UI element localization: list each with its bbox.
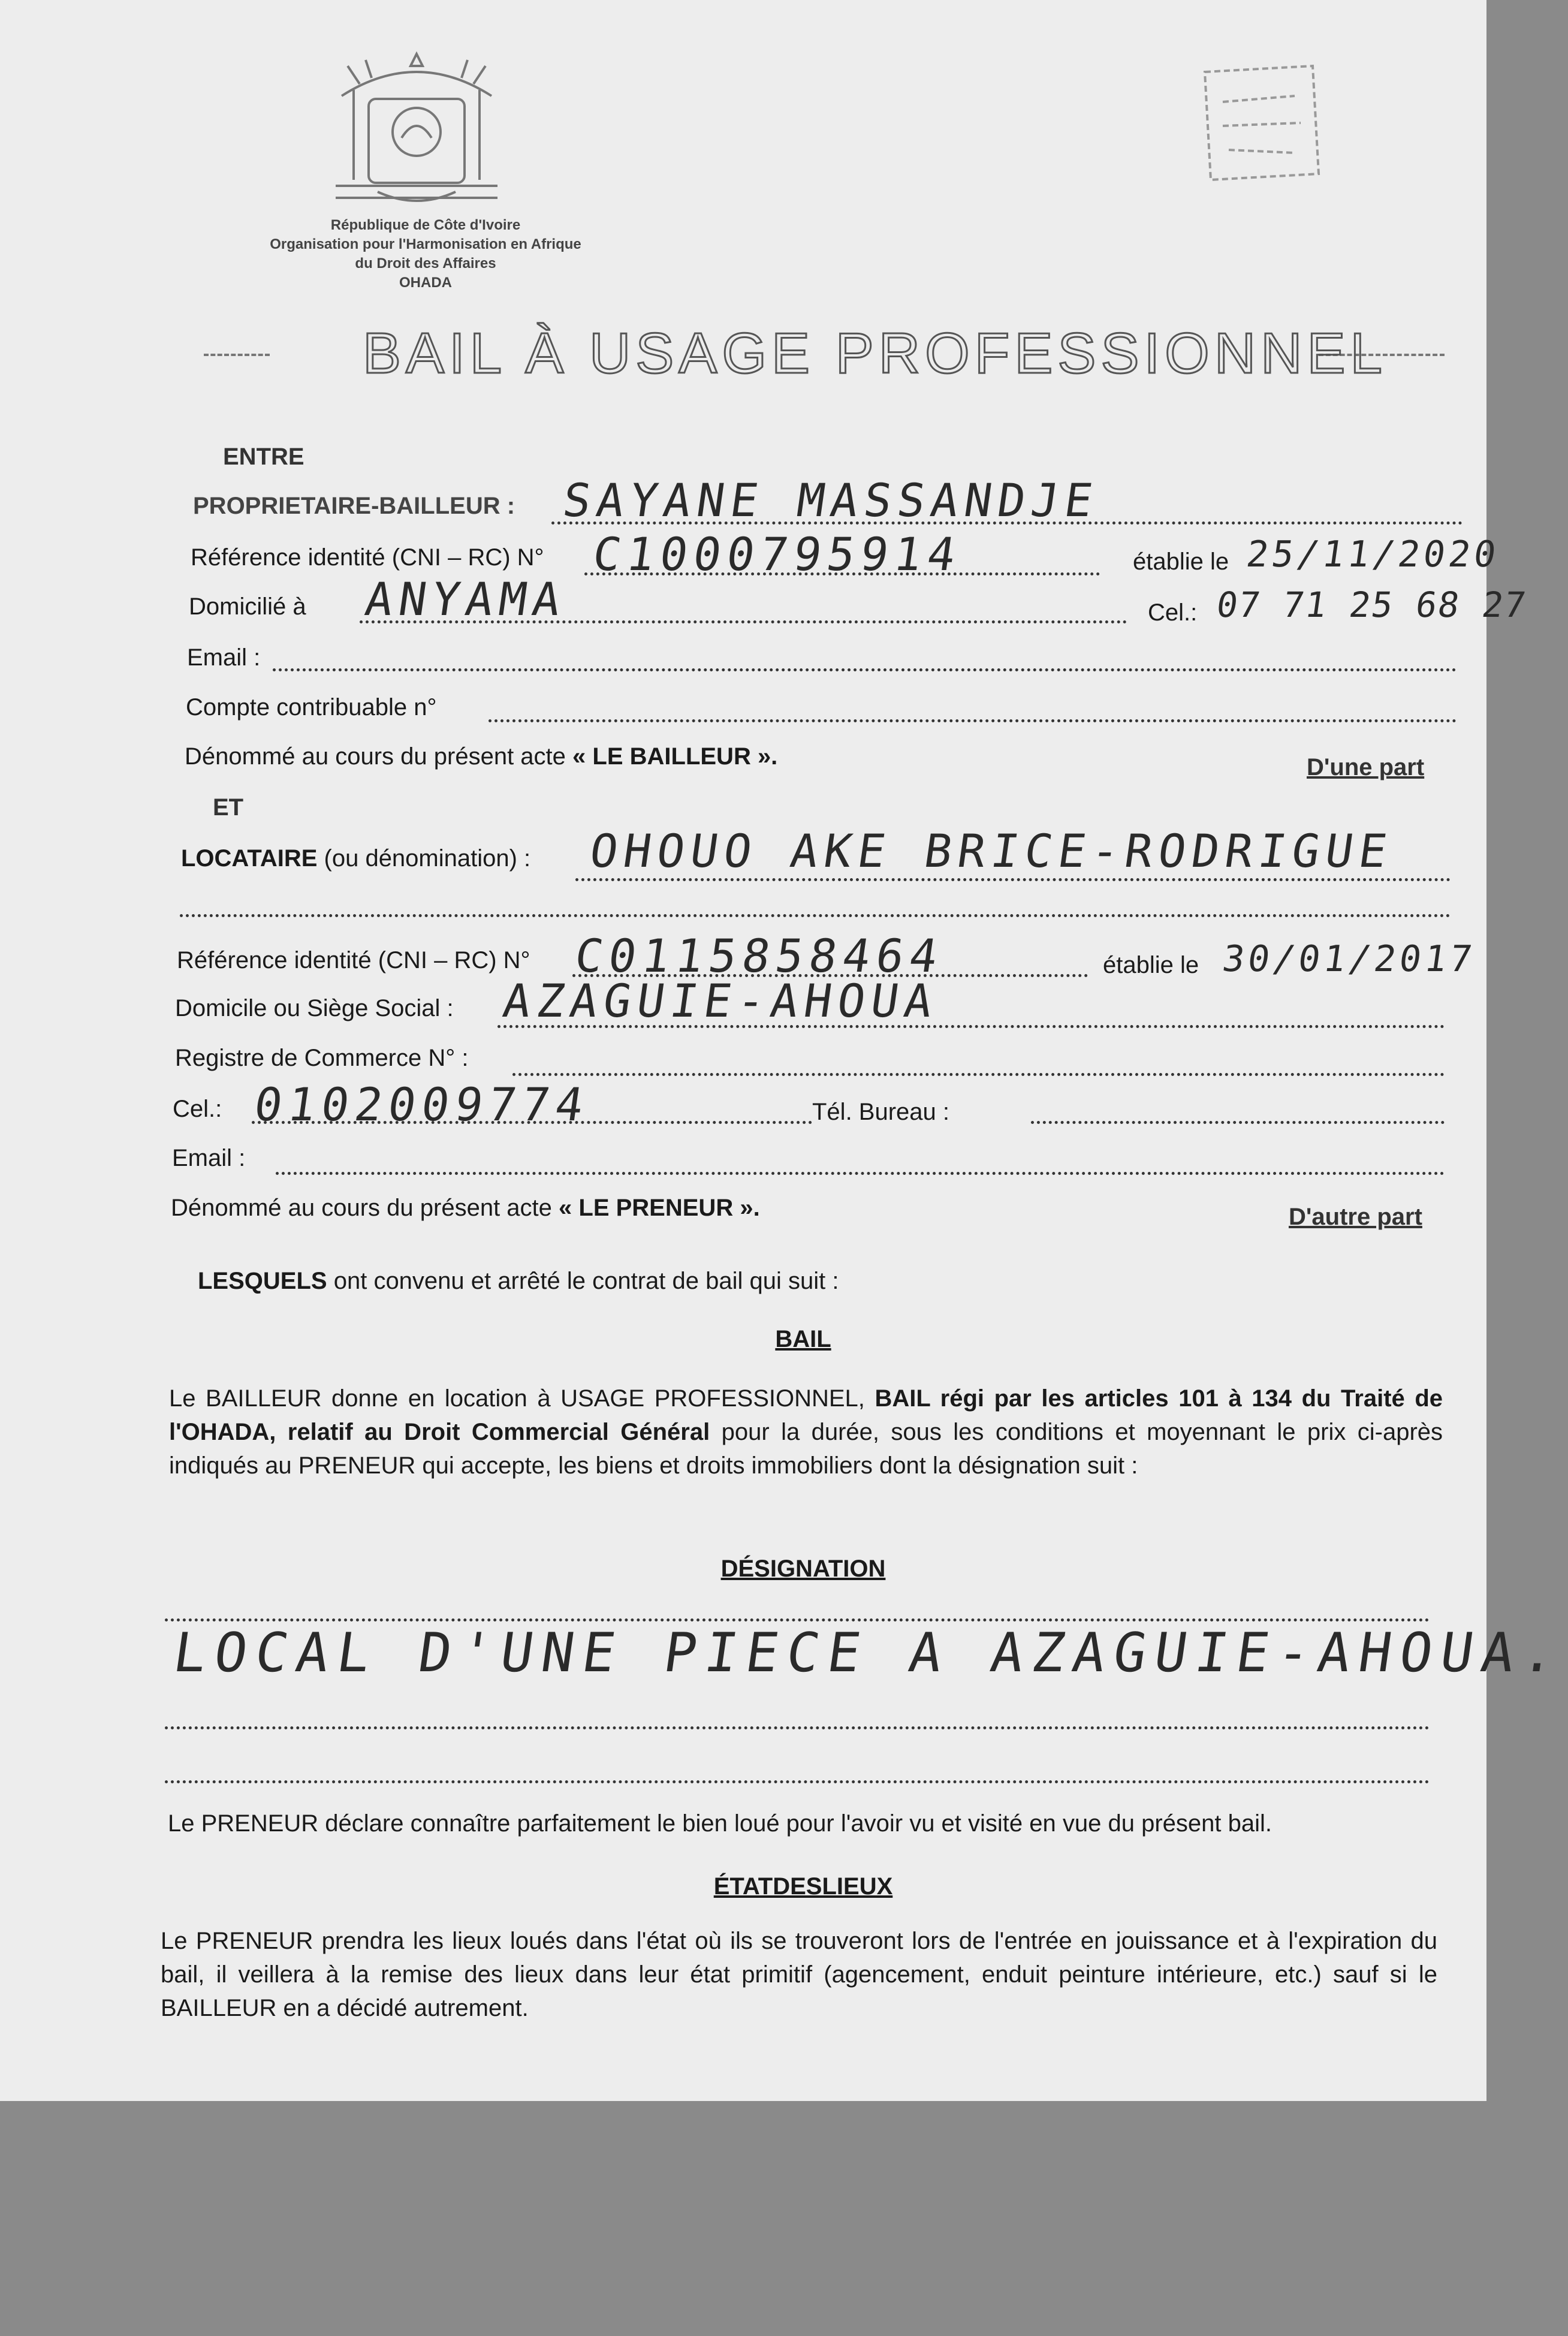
declare-text: Le PRENEUR déclare connaître parfaitement le bien loué pour l'avoir vu et visité en vue du présent bail. [168,1810,1272,1837]
bail-paragraph-part2: pour la durée, sous les conditions et moyennant le prix ci-après indiqués au PRENEUR qui accepte, les biens et droits immobiliers dont la désignation suit : [169,1419,1443,1479]
tenant-tel-label: Tél. Bureau : [812,1099,950,1125]
tenant-value: OHOUO AKE BRICE-RODRIGUE [586,824,1397,878]
title-rule-left [204,354,270,356]
owner-issued-label: établie le [1133,548,1229,575]
tenant-domicile-value: AZAGUIE-AHOUA [499,974,942,1027]
tenant-domicile-label: Domicile ou Siège Social : [175,995,454,1021]
tenant-named-value: « LE PRENEUR ». [559,1195,760,1221]
etat-paragraph: Le PRENEUR prendra les lieux loués dans l'état où ils se trouveront lors de l'entrée en jouissance et à l'expiration du bail, il veillera à la remise des lieux dans leur état primitif (agencement, enduit peinture intérieure, etc.) sauf si le BAILLEUR en a décidé autrement. [161,1928,1437,2021]
header-country: République de Côte d'Ivoire [330,217,521,233]
etat-heading: ÉTATDESLIEUX [713,1873,893,1900]
owner-domicile-label: Domicilié à [189,593,306,620]
stamp-mark [1193,54,1331,192]
header-org-line2: du Droit des Affaires [355,255,496,272]
tenant-id-label: Référence identité (CNI – RC) N° [177,947,530,973]
header-org-line1: Organisation pour l'Harmonisation en Afrique [270,236,581,252]
designation-heading: DÉSIGNATION [720,1556,886,1582]
tenant-issued-value: 30/01/2017 [1220,938,1479,980]
lesquels-bold: LESQUELS [198,1268,327,1294]
owner-domicile-value: ANYAMA [361,572,570,626]
entre-label: ENTRE [223,444,304,470]
owner-value: SAYANE MASSANDJE [559,474,1102,527]
tenant-label: LOCATAIRE [181,845,318,872]
et-label: ET [213,794,244,821]
tenant-cel-value: 0102009774 [251,1078,593,1131]
designation-value: LOCAL D'UNE PIECE A AZAGUIE-AHOUA. [169,1621,1568,1684]
header-org-acronym: OHADA [399,275,452,291]
bail-paragraph-bold: BAIL régi par les articles 101 à 134 du Traité de l'OHADA, relatif au Droit Commercial Général [169,1385,1443,1445]
tenant-cel-label: Cel.: [173,1096,222,1122]
tenant-issued-label: établie le [1103,952,1199,978]
bail-paragraph [169,1382,1443,1482]
owner-email-label: Email : [187,644,261,671]
owner-label: PROPRIETAIRE-BAILLEUR : [193,493,515,519]
tenant-label-suffix: (ou dénomination) : [324,845,531,872]
owner-cel-label: Cel.: [1148,599,1198,626]
owner-id-value: C1000795914 [589,528,965,581]
coat-of-arms-emblem [318,42,515,216]
owner-id-label: Référence identité (CNI – RC) N° [191,544,544,571]
lesquels-rest: ont convenu et arrêté le contrat de bail qui suit : [333,1268,839,1294]
part1-label: D'une part [1307,754,1425,780]
bail-heading: BAIL [775,1326,831,1352]
owner-issued-value: 25/11/2020 [1244,533,1503,575]
part2-label: D'autre part [1289,1204,1422,1230]
tenant-rc-label: Registre de Commerce N° : [175,1045,469,1071]
owner-named-value: « LE BAILLEUR ». [572,743,778,770]
scan-background [0,2101,1486,2336]
bail-paragraph-part1: Le BAILLEUR donne en location à USAGE PROFESSIONNEL, [169,1385,875,1412]
owner-named-prefix: Dénommé au cours du présent acte [185,743,566,770]
tenant-id-value: C0115858464 [571,929,947,982]
tenant-email-label: Email : [172,1145,246,1171]
owner-cel-value: 07 71 25 68 27 [1214,584,1530,625]
owner-tax-label: Compte contribuable n° [186,694,437,721]
document-title: BAIL À USAGE PROFESSIONNEL [363,321,1387,385]
tenant-named-prefix: Dénommé au cours du présent acte [171,1195,552,1221]
